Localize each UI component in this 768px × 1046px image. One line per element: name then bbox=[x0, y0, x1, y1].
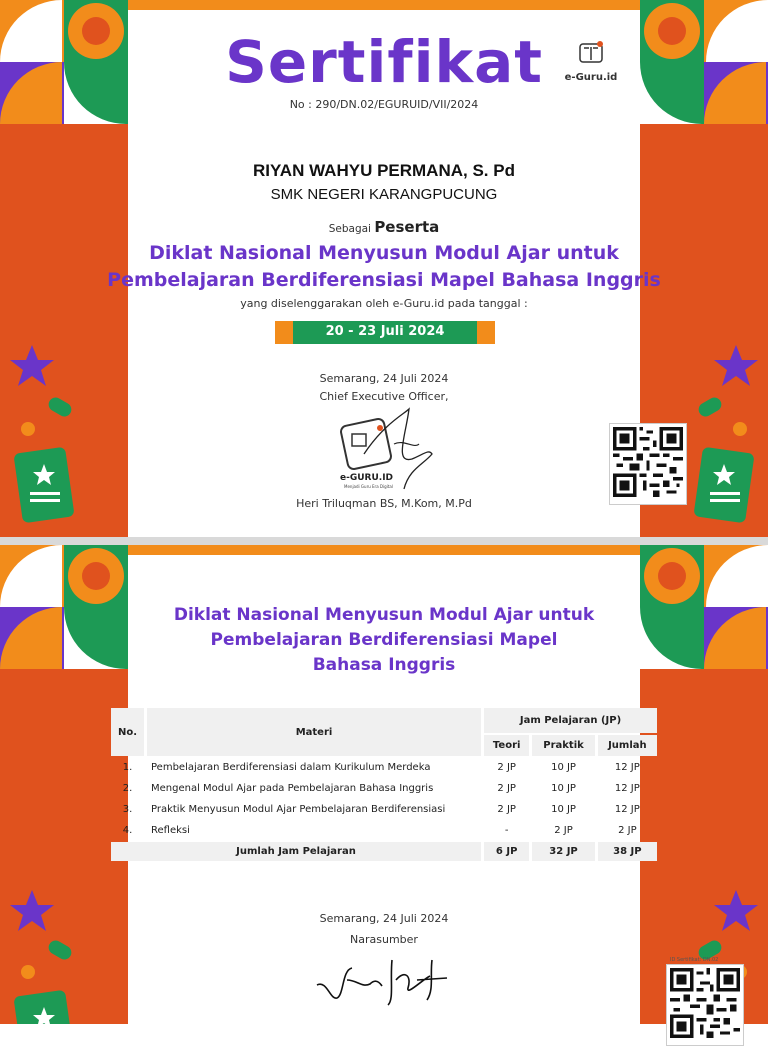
certificate-id-label: ID Sertifikat: DN.02 bbox=[670, 957, 719, 963]
table-row bbox=[111, 779, 657, 798]
curriculum-table bbox=[108, 706, 660, 863]
event2-line3: Bahasa Inggris bbox=[312, 655, 456, 675]
row-materi: Praktik Menyusun Modul Ajar Pembelajaran Berdiferensiasi bbox=[151, 804, 446, 815]
table-row bbox=[111, 758, 657, 777]
role-value: Peserta bbox=[374, 218, 440, 236]
organizer-text: yang diselenggarakan oleh e-Guru.id pada tanggal : bbox=[240, 297, 528, 310]
row-no: 2. bbox=[122, 783, 133, 794]
verification-qr-code-page2[interactable] bbox=[666, 964, 744, 1046]
col-header-praktik: Praktik bbox=[532, 735, 594, 756]
issue-place-date: Semarang, 24 Juli 2024 bbox=[319, 372, 449, 385]
certificate-title: Sertifikat bbox=[225, 28, 543, 96]
recipient-name: RIYAN WAHYU PERMANA, S. Pd bbox=[253, 161, 515, 180]
speaker-label: Narasumber bbox=[350, 933, 418, 946]
total-praktik: 32 JP bbox=[532, 842, 594, 861]
row-teori: - bbox=[504, 825, 509, 836]
row-teori: 2 JP bbox=[497, 804, 516, 815]
top-orange-band bbox=[128, 545, 640, 555]
col-header-jumlah: Jumlah bbox=[598, 735, 657, 756]
row-no: 4. bbox=[122, 825, 133, 836]
row-jumlah: 12 JP bbox=[614, 783, 640, 794]
recipient-school: SMK NEGERI KARANGPUCUNG bbox=[270, 186, 498, 203]
ceo-signature-stamp bbox=[334, 404, 444, 496]
signer-title: Chief Executive Officer, bbox=[319, 390, 449, 403]
row-no: 3. bbox=[122, 804, 133, 815]
col-header-no: No. bbox=[111, 708, 144, 756]
event2-line1: Diklat Nasional Menyusun Modul Ajar untuk bbox=[173, 605, 595, 625]
total-label: Jumlah Jam Pelajaran bbox=[111, 842, 481, 861]
table-row bbox=[111, 821, 657, 840]
event-date-banner bbox=[275, 321, 495, 344]
row-praktik: 10 JP bbox=[551, 804, 576, 815]
col-header-materi: Materi bbox=[147, 708, 481, 756]
row-jumlah: 2 JP bbox=[618, 825, 637, 836]
row-jumlah: 12 JP bbox=[614, 804, 640, 815]
recipient-role bbox=[0, 218, 768, 236]
row-jumlah: 12 JP bbox=[614, 762, 640, 773]
event-title-page2 bbox=[0, 603, 768, 678]
issue-place-date-page2: Semarang, 24 Juli 2024 bbox=[319, 912, 449, 925]
row-praktik: 2 JP bbox=[554, 825, 573, 836]
event-title-line1: Diklat Nasional Menyusun Modul Ajar untuk bbox=[149, 242, 619, 264]
book-icon bbox=[578, 40, 604, 66]
verification-qr-code[interactable] bbox=[609, 423, 687, 505]
signer-name: Heri Triluqman BS, M.Kom, M.Pd bbox=[296, 497, 472, 510]
role-prefix: Sebagai bbox=[328, 223, 371, 235]
row-materi: Pembelajaran Berdiferensiasi dalam Kurikulum Merdeka bbox=[151, 762, 431, 773]
stamp-subtitle: Menjadi Guru Era Digital bbox=[344, 484, 393, 489]
row-teori: 2 JP bbox=[497, 762, 516, 773]
event-date: 20 - 23 Juli 2024 bbox=[325, 324, 445, 339]
logo-label: e-Guru.id bbox=[564, 72, 618, 83]
row-teori: 2 JP bbox=[497, 783, 516, 794]
speaker-signature bbox=[312, 950, 462, 1010]
certificate-number: No : 290/DN.02/EGURUID/VII/2024 bbox=[289, 98, 479, 111]
page-separator bbox=[0, 537, 768, 545]
col-header-jp: Jam Pelajaran (JP) bbox=[484, 708, 657, 733]
col-header-teori: Teori bbox=[484, 735, 529, 756]
total-teori: 6 JP bbox=[484, 842, 529, 861]
top-orange-band bbox=[128, 0, 640, 10]
eguru-logo bbox=[556, 40, 626, 83]
total-jumlah: 38 JP bbox=[598, 842, 657, 861]
event2-line2: Pembelajaran Berdiferensiasi Mapel bbox=[210, 630, 558, 650]
row-materi: Mengenal Modul Ajar pada Pembelajaran Bahasa Inggris bbox=[151, 783, 434, 794]
row-materi: Refleksi bbox=[151, 825, 190, 836]
row-praktik: 10 JP bbox=[551, 762, 576, 773]
event-title-line2: Pembelajaran Berdiferensiasi Mapel Bahasa Inggris bbox=[107, 269, 661, 291]
stamp-label: e-GURU.ID bbox=[340, 473, 394, 483]
row-praktik: 10 JP bbox=[551, 783, 576, 794]
table-row bbox=[111, 800, 657, 819]
row-no: 1. bbox=[122, 762, 133, 773]
event-title bbox=[0, 240, 768, 294]
